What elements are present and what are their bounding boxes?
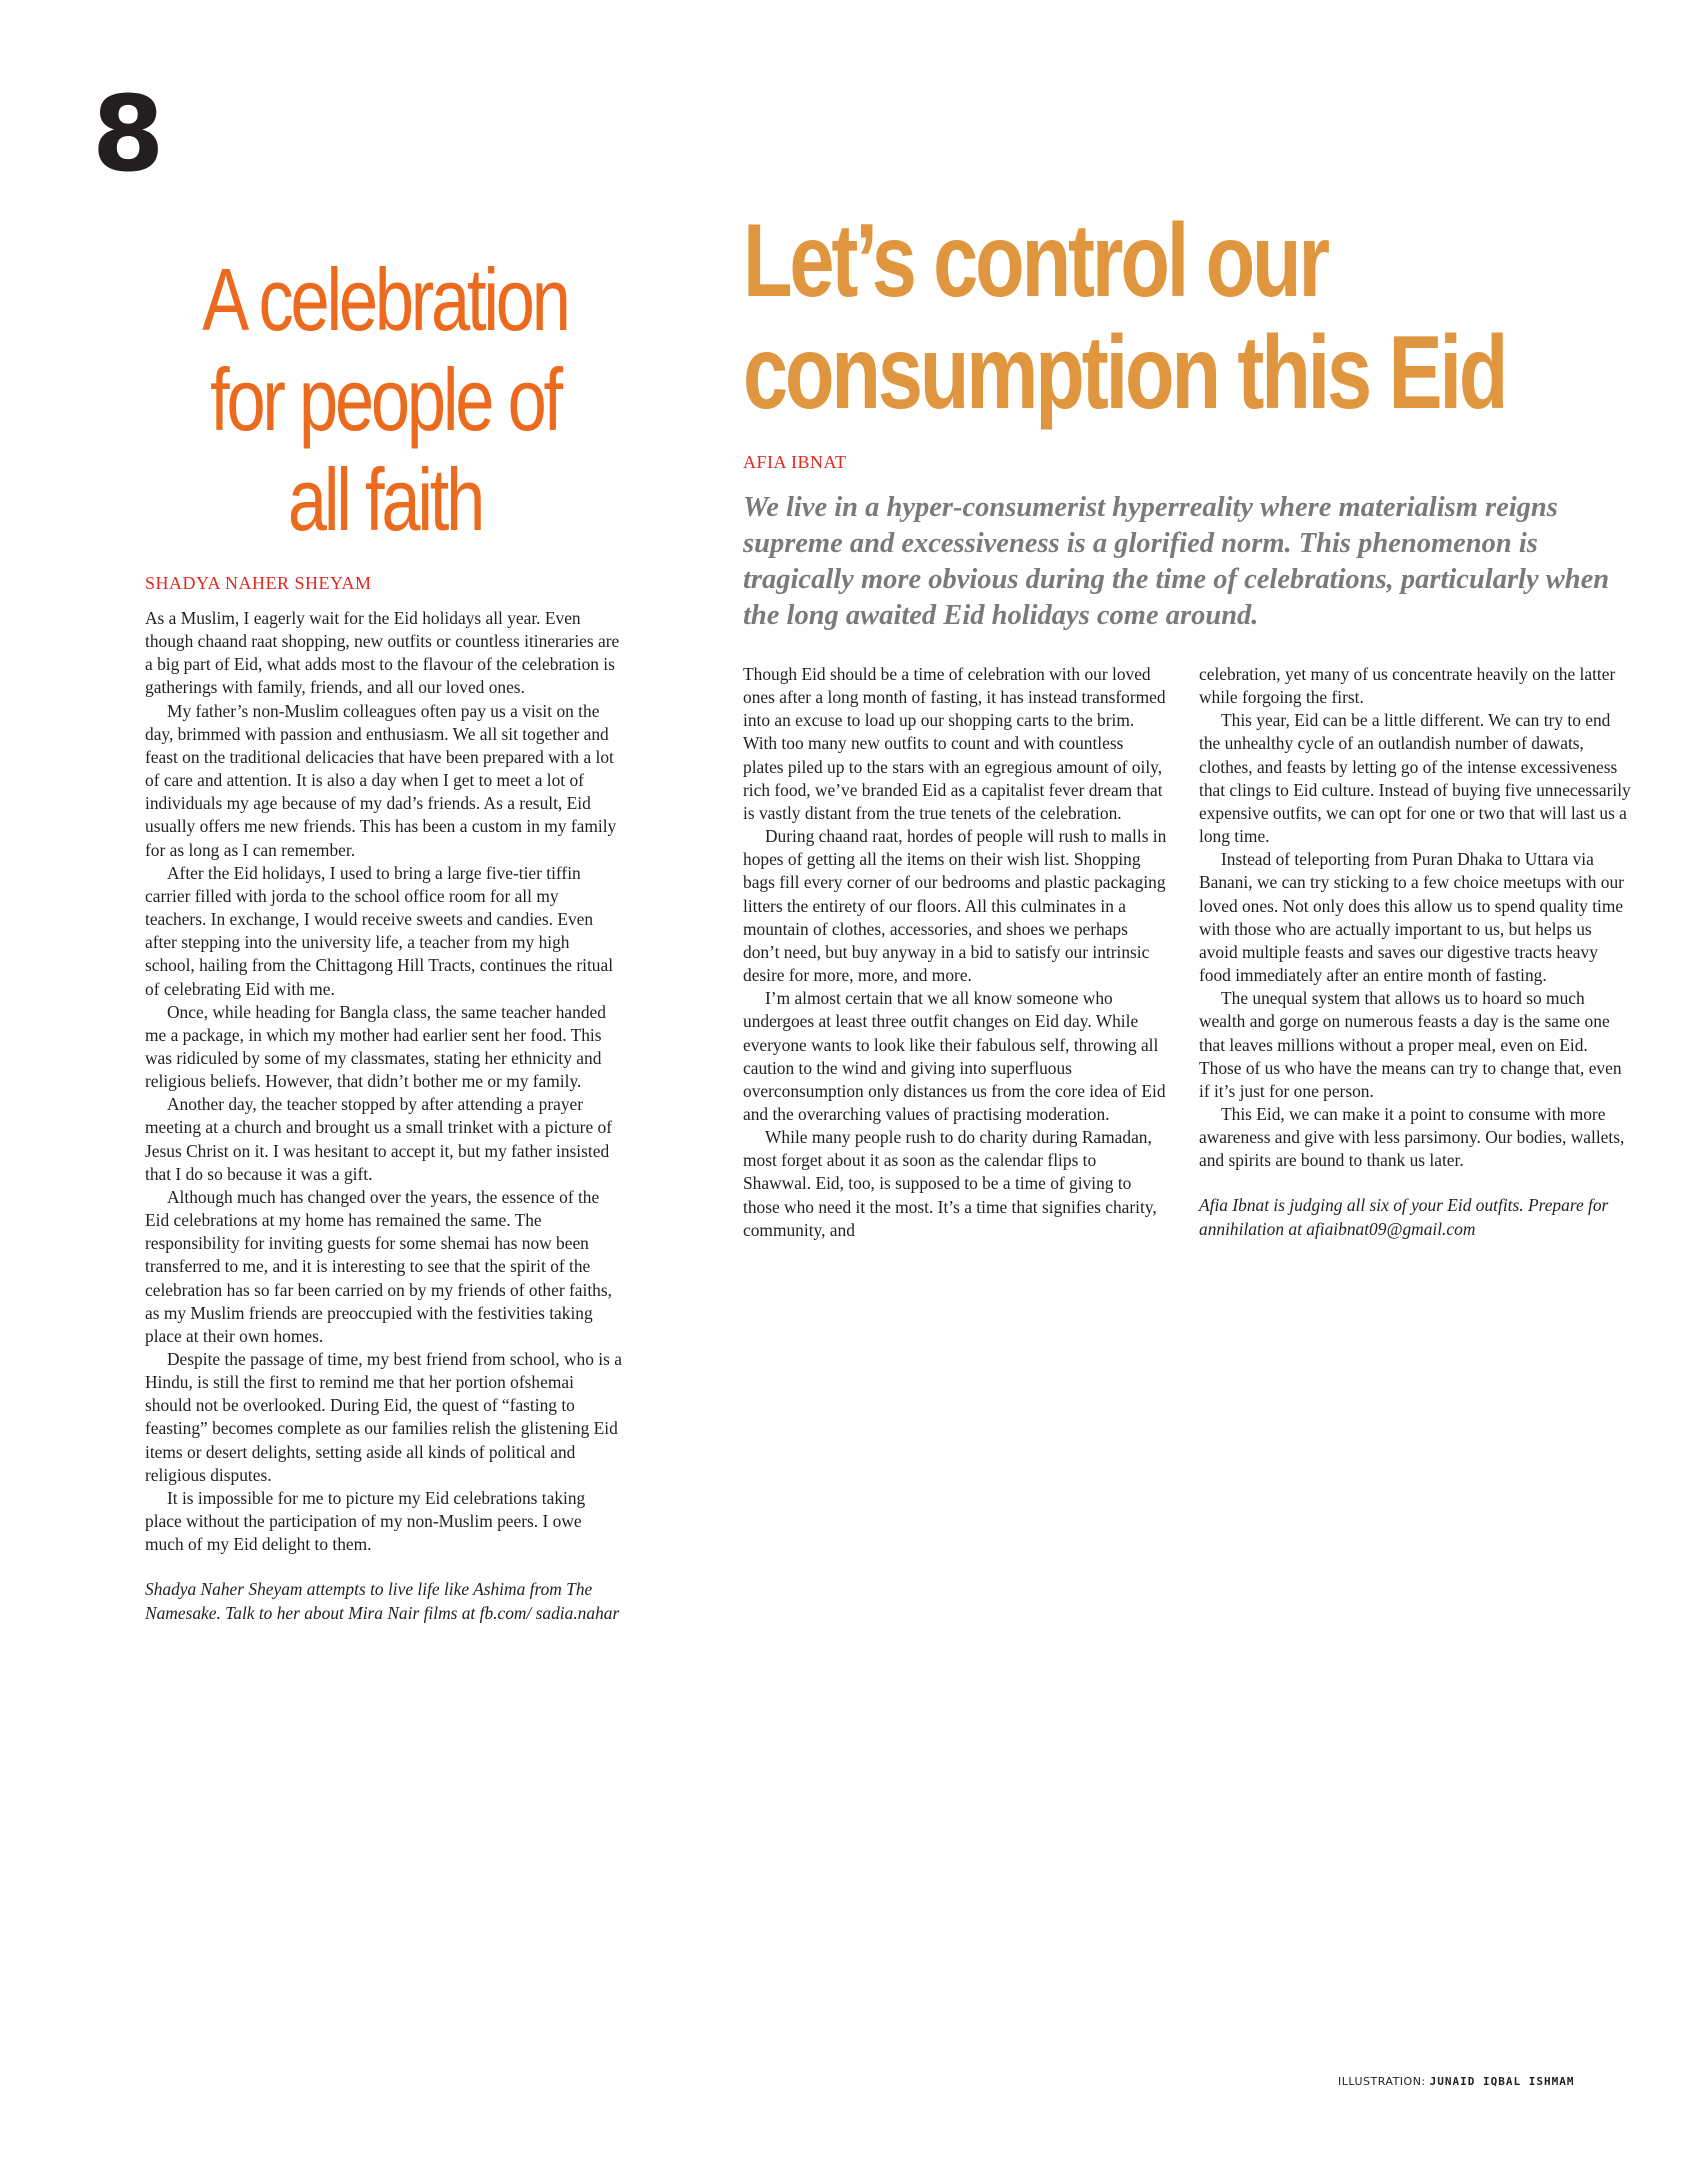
- left-article-body: [145, 607, 623, 1625]
- credit-label: ILLUSTRATION:: [1338, 2075, 1426, 2088]
- paragraph: celebration, yet many of us concentrate heavily on the latter while forgoing the first.: [1199, 664, 1616, 708]
- paragraph: After the Eid holidays, I used to bring a large five-tier tiffin carrier filled with jorda to the school office room for all my teachers. In exchange, I would receive sweets and candies. Even after stepping into the university life, a teacher from my high school, hailing from the Chittagong Hill Tracts, continues the ritual of celebrating Eid with me.: [145, 862, 614, 999]
- paragraph: Despite the passage of time, my best friend from school, who is a Hindu, is still the first to remind me that her portion ofshemai should not be overlooked. During Eid, the quest of “fasting to feasting” becomes complete as our families relish the glistening Eid items or desert delights, setting aside all kinds of political and religious disputes.: [145, 1349, 622, 1485]
- page-number: 8: [92, 73, 163, 195]
- paragraph: Instead of teleporting from Puran Dhaka to Uttara via Banani, we can try sticking to a few choice meetups with our loved ones. Not only does this allow us to spend quality time with those who are actually important to us, but helps us avoid multiple feasts and saves our digestive tracts heavy food immediately after an entire month of fasting.: [1199, 849, 1624, 986]
- right-title-line: consumption this Eid: [743, 315, 1506, 431]
- illustration-credit: [1338, 2075, 1574, 2088]
- paragraph: This Eid, we can make it a point to consume with more awareness and give with less parsimony. Our bodies, wallets, and spirits are bound to thank us later.: [1199, 1103, 1625, 1171]
- right-title-line: Let’s control our: [743, 203, 1327, 319]
- right-article-byline: AFIA IBNAT: [743, 452, 847, 472]
- paragraph: Once, while heading for Bangla class, the same teacher handed me a package, in which my mother had earlier sent her food. This was ridiculed by some of my classmates, stating her ethnicity and religious beliefs. However, that didn’t bother me or my family.: [145, 1001, 606, 1092]
- standfirst: We live in a hyper-consumerist hyperreality where materialism reigns supreme and excessiveness is a glorified norm. This phenomenon is tragically more obvious during the time of celebrations, particularly when the long awaited Eid holidays come around.: [743, 492, 1610, 631]
- credit-name: JUNAID IQBAL ISHMAM: [1429, 2075, 1575, 2088]
- paragraph: The unequal system that allows us to hoard so much wealth and gorge on numerous feasts a day is the same one that leaves millions without a proper meal, even on Eid. Those of us who have the means can try to change that, even if it’s just for one person.: [1199, 988, 1622, 1101]
- right-article-column-2: [1199, 663, 1631, 1241]
- left-title-line: A celebration: [202, 250, 568, 349]
- paragraph: This year, Eid can be a little different. We can try to end the unhealthy cycle of an outlandish number of dawats, clothes, and feasts by letting go of the intense excessiveness that clings to Eid culture. Instead of buying five unnecessarily expensive outfits, we can opt for one or two that will last us a long time.: [1199, 710, 1631, 847]
- paragraph: As a Muslim, I eagerly wait for the Eid holidays all year. Even though chaand raat shopping, new outfits or countless itineraries are a big part of Eid, what adds most to the flavour of the celebration is gatherings with family, friends, and all our loved ones.: [145, 608, 620, 698]
- right-article-title: [743, 203, 1506, 431]
- paragraph: During chaand raat, hordes of people will rush to malls in hopes of getting all the items on their wish list. Shopping bags fill every corner of our bedrooms and plastic packaging litters the entirety of our floors. All this culminates in a mountain of clothes, accessories, and shoes we perhaps don’t need, but buy anyway in a bid to satisfy our intrinsic desire for more, more, and more.: [743, 826, 1167, 986]
- left-article-title: [189, 250, 581, 550]
- paragraph: My father’s non-Muslim colleagues often pay us a visit on the day, brimmed with passion and enthusiasm. We all sit together and feast on the traditional delicacies that have been prepared with a lot of care and attention. It is also a day when I get to meet a lot of individuals my age because of my dad’s friends. As a result, Eid usually offers me new friends. This has been a custom in my family for as long as I can remember.: [145, 700, 617, 860]
- paragraph: I’m almost certain that we all know someone who undergoes at least three outfit changes on Eid day. While everyone wants to look like their fabulous self, throwing all caution to the wind and giving into superfluous overconsumption only distances us from the core idea of Eid and the overarching values of practising moderation.: [743, 988, 1166, 1124]
- left-article-byline: SHADYA NAHER SHEYAM: [145, 573, 372, 593]
- paragraph: Although much has changed over the years, the essence of the Eid celebrations at my home has remained the same. The responsibility for inviting guests for some shemai has now been transferred to me, and it is interesting to see that the spirit of the celebration has so far been carried on by my friends of other faiths, as my Muslim friends are preoccupied with the festivities taking place at their own homes.: [145, 1186, 612, 1346]
- left-title-line: for people of: [210, 350, 560, 449]
- author-bio: Afia Ibnat is judging all six of your Eid outfits. Prepare for annihilation at afiaibnat09@gmail.com: [1199, 1195, 1609, 1239]
- paragraph: Though Eid should be a time of celebration with our loved ones after a long month of fasting, it has instead transformed into an excuse to load up our shopping carts to the brim. With too many new outfits to count and with countless plates piled up to the stars with an egregious amount of oily, rich food, we’ve branded Eid as a capitalist fever dream that is vastly distant from the true tenets of the celebration.: [743, 664, 1166, 823]
- right-article-column-1: [743, 663, 1168, 1242]
- paragraph: Another day, the teacher stopped by after attending a prayer meeting at a church and brought us a small trinket with a picture of Jesus Christ on it. I was hesitant to accept it, but my father insisted that I do so because it was a gift.: [145, 1094, 612, 1184]
- paragraph: It is impossible for me to picture my Eid celebrations taking place without the participation of my non-Muslim peers. I owe much of my Eid delight to them.: [145, 1487, 586, 1555]
- paragraph: While many people rush to do charity during Ramadan, most forget about it as soon as the calendar flips to Shawwal. Eid, too, is supposed to be a time of giving to those who need it the most. It’s a time that signifies charity, community, and: [743, 1127, 1157, 1240]
- author-bio: Shadya Naher Sheyam attempts to live life like Ashima from The Namesake. Talk to her about Mira Nair films at fb.com/ sadia.nahar: [145, 1579, 620, 1623]
- left-title-line: all faith: [287, 450, 483, 549]
